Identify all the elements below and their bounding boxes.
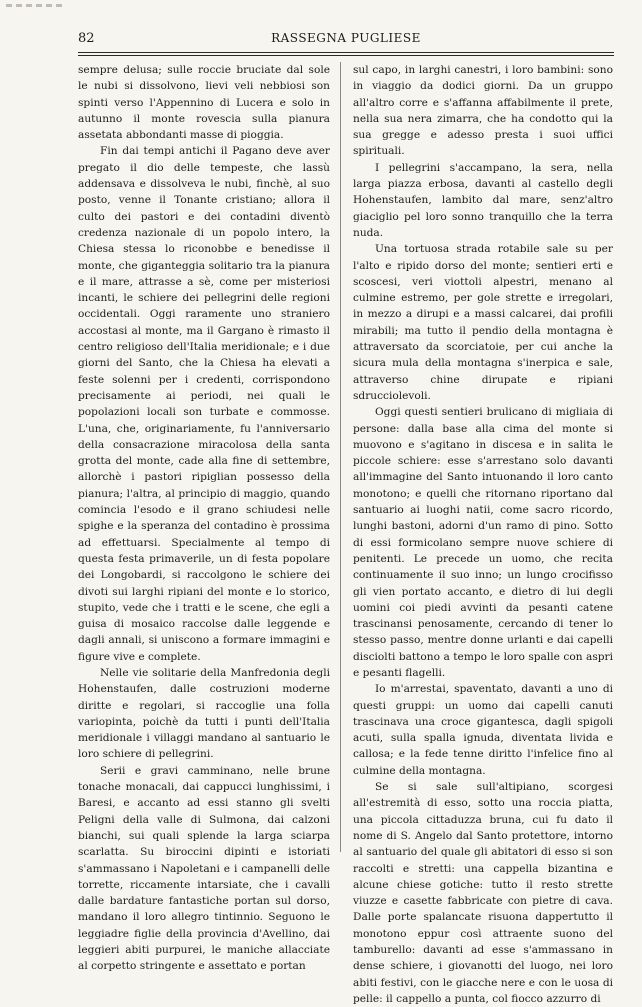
header-rule-top: [78, 52, 614, 53]
paragraph: sempre delusa; sulle roccie bruciate dal sole le nubi si dissolvono, lievi veli nebbiosi son spinti verso l'Appennino di Lucera e solo in autunno il monte rovescia sulla pianura assetata abbondanti masse di pioggia.: [78, 64, 330, 142]
journal-title: RASSEGNA PUGLIESE: [271, 31, 421, 45]
left-column: [78, 62, 330, 975]
paragraph: Fin dai tempi antichi il Pagano deve aver pregato il dio delle tempeste, che lassù addensava e dissolveva le nubi, finchè, al suo posto, venne il Tonante cristiano; allora il culto dei pastori e dei contadini diventò credenza nazionale di un popolo intero, la Chiesa stessa lo riconobbe e benedisse il monte, che giganteggia solitario tra la pianura e il mare, attrasse a sè, come per misteriosi incanti, le schiere dei pellegrini delle regioni occidentali. Oggi raramente uno straniero accostasi al monte, ma il Gargano è rimasto il centro religioso dell'Italia meridionale; e i due giorni del Santo, che la Chiesa ha elevati a feste solenni per i credenti, corrispondono precisamente ai periodi, nei quali le popolazioni locali son turbate e commosse. L'una, che, originariamente, fu l'anniversario della consacrazione miracolosa della santa grotta del monte, cade alla fine di settembre, allorchè i pastori ripiglian possesso della pianura; l'altra, al principio di maggio, quando comincia l'esodo e il grano schiudesi nelle spighe e la speranza del contadino è prossima ad effettuarsi. Specialmente al tempo di questa festa primaverile, un di festa popolare dei Longobardi, si raccolgono le schiere dei divoti sui larghi ripiani del monte e lo storico, stupito, vede che i tratti e le scene, che egli a guisa di mosaico raccolse dalle leggende e dagli annali, si uniscono a formare immagini e figure vive e complete.: [78, 145, 330, 663]
paragraph: sul capo, in larghi canestri, i loro bambini: sono in viaggio da dodici giorni. Da un gruppo all'altro corre e s'affanna affabilmente il prete, nella sua nera zimarra, che ha condotto qui la sua gregge e adesso presta i suoi uffici spirituali.: [353, 64, 613, 158]
paragraph: Serii e gravi camminano, nelle brune tonache monacali, dai cappucci lunghissimi, i Baresi, e accanto ad essi stanno gli svelti Peligni della valle di Sulmona, dai calzoni bianchi, sui quali splende la larga sciarpa scarlatta. Su biroccini dipinti e istoriati s'ammassano i Napoletani e i campanelli delle torrette, riccamente intarsiate, che i cavalli dalle bardature fantastiche portan sul dorso, mandano il loro allegro tintinnio. Seguono le leggiadre figlie della provincia d'Avellino, dai leggieri abiti purpurei, le maniche allacciate al corpetto stringente e assettato e portan: [78, 764, 330, 973]
page-number: 82: [78, 31, 95, 46]
running-header: [78, 31, 614, 47]
scan-artifact: [6, 4, 66, 7]
paragraph: Nelle vie solitarie della Manfredonia degli Hohenstaufen, dalle costruzioni moderne diritte e regolari, si raccoglie una folla variopinta, poichè da tutti i punti dell'Italia meridionale i villaggi mandano al santuario le loro schiere di pellegrini.: [78, 666, 330, 761]
paragraph: Una tortuosa strada rotabile sale su per l'alto e ripido dorso del monte; sentieri erti e scoscesi, veri viottoli alpestri, menano al culmine estremo, per gole strette e irregolari, in mezzo a dirupi e a massi calcarei, dai profili mirabili; ma tutto il pendio della montagna è attraversato da scorciatoie, per cui anche la sicura mula della montagna s'inerpica e sale, attraverso chine dirupate e ripiani sdrucciolevoli.: [353, 243, 613, 402]
header-rule-bottom: [78, 55, 614, 56]
paragraph: I pellegrini s'accampano, la sera, nella larga piazza erbosa, davanti al castello degli Hohenstaufen, lambito dal mare, senz'altro giaciglio pel loro sonno tranquillo che la terra nuda.: [353, 161, 613, 239]
right-column: [353, 62, 613, 1007]
paragraph: Se si sale sull'altipiano, scorgesi all'estremità di esso, sotto una roccia piatta, una piccola cittaduzza bruna, cui fu dato il nome di S. Angelo dal Santo protettore, intorno al santuario del quale gli abitatori di esso si son raccolti e stretti: una cappella bizantina e alcune chiese gotiche: tutto il resto strette viuzze e casette fabbricate con pietre di cava. Dalle porte spalancate risuona dappertutto il monotono eppur così attraente suono del tamburello: davanti ad esse s'ammassano in dense schiere, i giovanotti del luogo, nei loro abiti festivi, con le giacche nere e con le uosa di pelle: il cappello a punta, col fiocco azzurro di: [353, 781, 613, 1005]
paragraph: Io m'arrestai, spaventato, davanti a uno di questi gruppi: un uomo dai capelli canuti trascinava una croce gigantesca, dagli spigoli acuti, sulla spalla ignuda, diventata livida e callosa; e la fede tenne diritto l'infelice fino al culmine della montagna.: [353, 683, 613, 777]
column-separator: [340, 62, 341, 852]
paragraph: Oggi questi sentieri brulicano di migliaia di persone: dalla base alla cima del monte si muovono e s'agitano in discesa e in salita le piccole schiere: esse s'arrestano solo davanti all'immagine del Santo intuonando il loro canto monotono; e quelli che ritornano riportano dal santuario ai luoghi natii, come sacro ricordo, lunghi bastoni, adorni d'un ramo di pino. Sotto di essi formicolano sempre nuove schiere di penitenti. Le precede un uomo, che recita continuamente il suo inno; un lungo crocifisso gli vien portato accanto, e dietro di lui degli uomini coi piedi avvinti da pesanti catene trascinansi penosamente, cercando di tener lo stesso passo, mentre donne urlanti e dai capelli disciolti battono a tempo le loro spalle con aspri e pesanti flagelli.: [353, 406, 613, 679]
